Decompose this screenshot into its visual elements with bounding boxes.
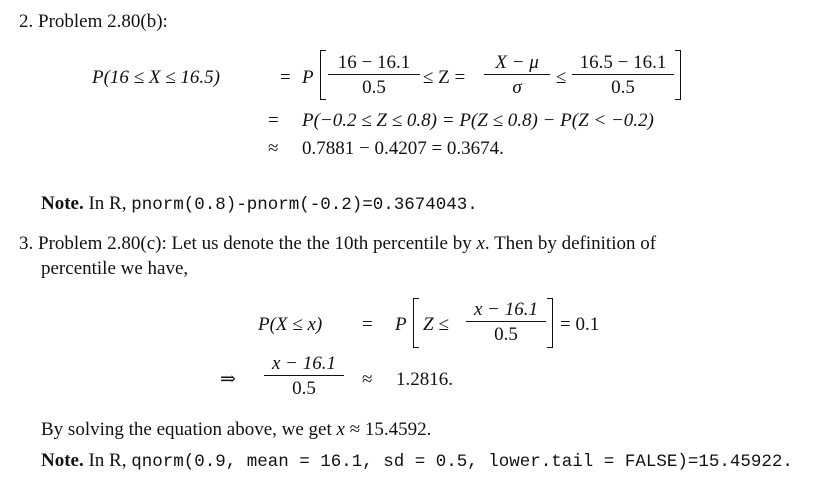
item-3-eq-value: = 0.1 — [560, 314, 600, 335]
item-3-heading — [19, 234, 656, 253]
note-1-code: pnorm(0.8)-pnorm(-0.2)=0.3674043. — [131, 195, 478, 215]
item-3-line-2: percentile we have, — [41, 258, 189, 279]
item-2-line-3: 0.7881 − 0.4207 = 0.3674. — [302, 138, 504, 159]
item-3-fraction-denominator: 0.5 — [494, 324, 518, 345]
item-3-approx: ≈ — [362, 369, 373, 390]
item-3-approx-value: 1.2816. — [396, 369, 453, 390]
item-2-lhs: P(16 ≤ X ≤ 16.5) — [92, 67, 220, 88]
item-3-fraction-2-numerator: x − 16.1 — [271, 353, 336, 374]
fraction-bar — [484, 74, 550, 75]
left-bracket — [413, 298, 419, 348]
item-3-heading-end: . Then by definition of — [484, 233, 657, 254]
fraction-bar — [328, 74, 420, 75]
fraction-bar — [264, 375, 344, 376]
fraction-1-numerator: 16 − 16.1 — [337, 52, 411, 73]
fraction-2-numerator: X − μ — [495, 52, 539, 73]
item-2-P: P — [302, 67, 314, 88]
fraction-3-numerator: 16.5 − 16.1 — [579, 52, 667, 73]
item-3-fraction-2 — [264, 354, 344, 398]
note-1-label: Note. — [41, 193, 84, 214]
item-3-fraction-2-denominator: 0.5 — [292, 378, 316, 399]
left-bracket — [320, 50, 326, 100]
solve-text: By solving the equation above, we get — [41, 419, 332, 440]
note-2-code: qnorm(0.9, mean = 16.1, sd = 0.5, lower.tail = FALSE)=15.45922. — [131, 452, 793, 472]
item-3-equals: = — [362, 314, 373, 335]
fraction-bar — [572, 74, 674, 75]
le-z-eq — [423, 68, 465, 87]
item-2-equals-2: = — [268, 110, 279, 131]
item-2-equals-1: = — [280, 67, 291, 88]
solve-result: ≈ 15.4592. — [349, 419, 432, 440]
fraction-3 — [572, 53, 674, 97]
right-bracket — [547, 298, 553, 348]
le-z-eq-text: ≤ Z = — [423, 67, 466, 88]
item-2-line-2: P(−0.2 ≤ Z ≤ 0.8) = P(Z ≤ 0.8) − P(Z < −0.2) — [302, 110, 654, 131]
right-bracket — [675, 50, 681, 100]
item-3-z-le: Z ≤ — [423, 314, 449, 335]
item-3-fraction-numerator: x − 16.1 — [473, 299, 538, 320]
item-2-heading: 2. Problem 2.80(b): — [19, 11, 168, 32]
item-2-approx: ≈ — [268, 138, 279, 159]
note-2 — [41, 451, 793, 472]
item-3-heading-text: 3. Problem 2.80(c): Let us denote the the 10th percentile by — [19, 233, 472, 254]
note-1-text: In R, — [88, 193, 127, 214]
fraction-1 — [328, 53, 420, 97]
le-symbol: ≤ — [556, 67, 567, 88]
item-3-fraction — [466, 300, 546, 344]
note-2-text: In R, — [88, 450, 127, 471]
fraction-bar — [466, 321, 546, 322]
fraction-2-denominator: σ — [512, 77, 522, 98]
fraction-3-denominator: 0.5 — [611, 77, 635, 98]
implies-symbol: ⇒ — [220, 369, 236, 390]
item-3-var: x — [476, 233, 485, 254]
fraction-1-denominator: 0.5 — [362, 77, 386, 98]
fraction-2 — [484, 53, 550, 97]
item-3-lhs: P(X ≤ x) — [258, 314, 323, 335]
note-2-label: Note. — [41, 450, 84, 471]
item-3-P: P — [395, 314, 407, 335]
solve-line — [41, 420, 431, 439]
solve-var: x — [336, 419, 345, 440]
note-1 — [41, 194, 478, 215]
